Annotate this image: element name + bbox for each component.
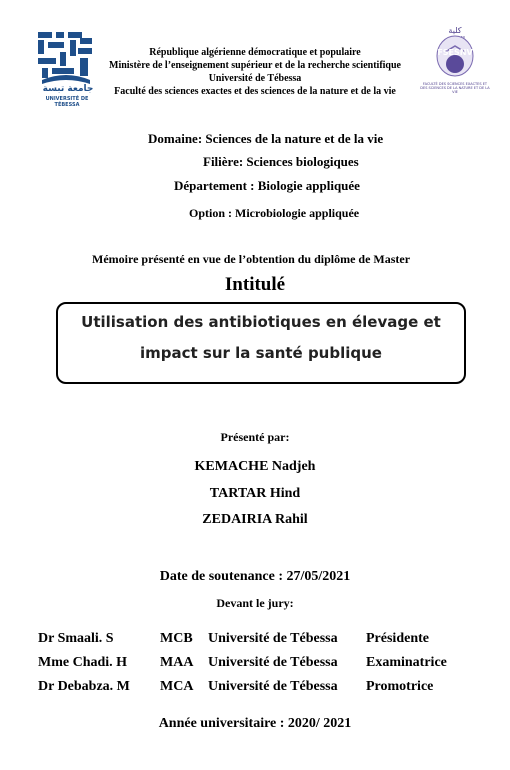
author-2: TARTAR Hind xyxy=(209,486,301,501)
intitule-heading: Intitulé xyxy=(224,274,286,295)
departement: Département : Biologie appliquée xyxy=(174,178,360,193)
header-ministry: Ministère de l’enseignement supérieur et de la recherche scientifique xyxy=(109,60,401,71)
memoire-statement: Mémoire présenté en vue de l’obtention du diplôme de Master xyxy=(92,252,411,266)
faculty-logo-acronym: FSESNV xyxy=(437,48,473,57)
jury-row xyxy=(0,679,510,701)
presented-by-label: Présenté par: xyxy=(220,430,290,444)
jury-label: Devant le jury: xyxy=(216,596,294,610)
jury-name: Dr Debabza. M xyxy=(38,679,130,694)
jury-grade: MCB xyxy=(160,631,193,646)
university-logo-text: UNIVERSITÉ DE TÉBESSA xyxy=(45,96,89,108)
jury-name: Dr Smaali. S xyxy=(38,631,114,646)
author-3: ZEDAIRIA Rahil xyxy=(202,512,308,527)
domaine: Domaine: Sciences de la nature et de la vie xyxy=(148,131,384,146)
thesis-title-line1: Utilisation des antibiotiques en élevage et xyxy=(81,313,441,331)
thesis-title-line2: impact sur la santé publique xyxy=(140,344,382,362)
author-1: KEMACHE Nadjeh xyxy=(194,459,316,474)
header-faculty: Faculté des sciences exactes et des sciences de la nature et de la vie xyxy=(114,86,396,97)
jury-role: Examinatrice xyxy=(366,655,447,670)
filiere: Filière: Sciences biologiques xyxy=(203,154,359,169)
option: Option : Microbiologie appliquée xyxy=(189,206,360,220)
header-republic: République algérienne démocratique et populaire xyxy=(149,47,361,58)
jury-grade: MCA xyxy=(160,679,194,694)
jury-university: Université de Tébessa xyxy=(208,631,338,646)
thesis-title-box xyxy=(56,302,466,384)
jury-name: Mme Chadi. H xyxy=(38,655,128,670)
jury-row xyxy=(0,655,510,677)
faculty-logo-arabic: كلية xyxy=(448,26,462,35)
jury-university: Université de Tébessa xyxy=(208,655,338,670)
jury-row xyxy=(0,631,510,653)
header-university: Université de Tébessa xyxy=(208,73,302,84)
jury-grade: MAA xyxy=(160,655,194,670)
faculty-logo-subtext: FACULTÉ DES SCIENCES EXACTES ET DES SCIENCES DE LA NATURE ET DE LA VIE xyxy=(420,82,490,94)
defense-date: Date de soutenance : 27/05/2021 xyxy=(159,569,351,584)
jury-university: Université de Tébessa xyxy=(208,679,338,694)
jury-role: Promotrice xyxy=(366,679,434,694)
academic-year: Année universitaire : 2020/ 2021 xyxy=(158,716,352,731)
jury-role: Présidente xyxy=(366,631,429,646)
university-logo-arabic: جامعة تبسة xyxy=(42,84,94,94)
